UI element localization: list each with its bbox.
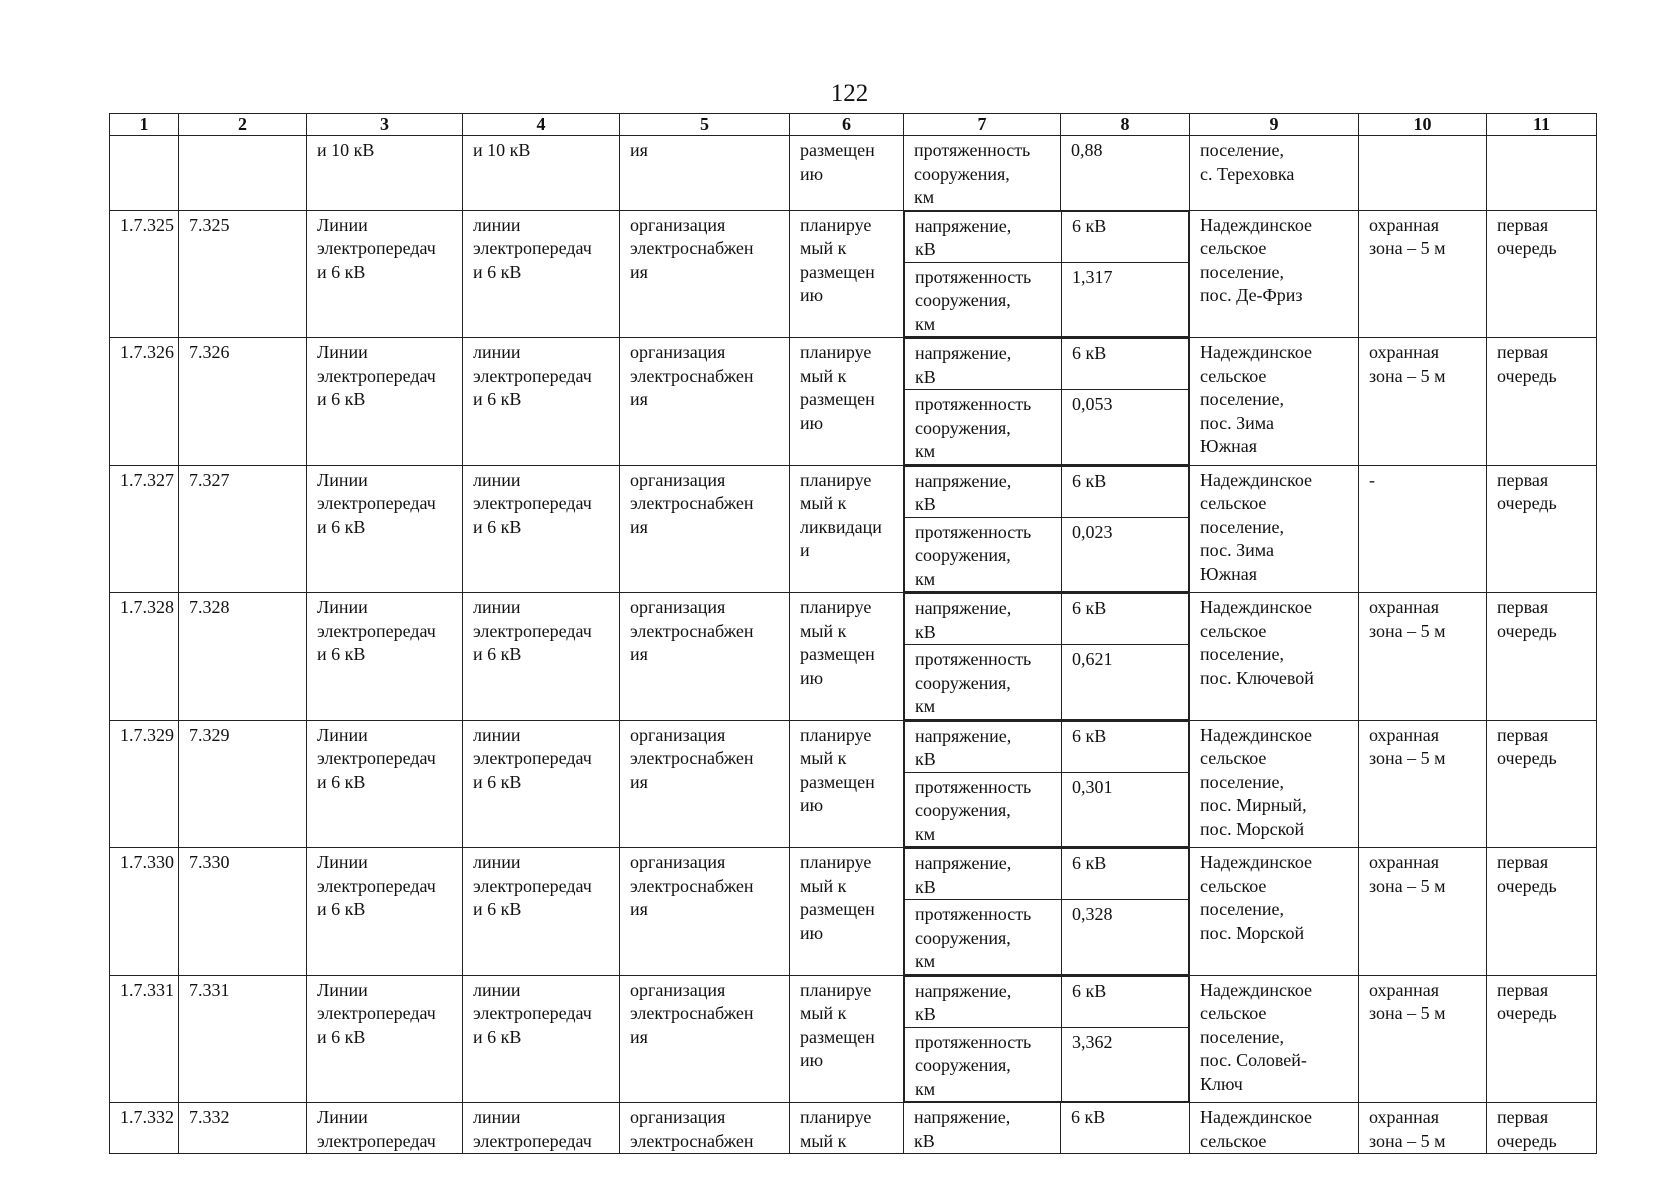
cell-code: 7.332 bbox=[179, 1103, 307, 1154]
cell-purpose: организация электроснабжен ия bbox=[620, 720, 790, 848]
cell-parameters bbox=[904, 338, 1190, 466]
table-row bbox=[110, 210, 1597, 338]
cell-purpose: организация электроснабжен ия bbox=[620, 975, 790, 1103]
cell-location: Надеждинское сельское поселение, пос. Де-Фриз bbox=[1190, 210, 1359, 338]
header-cell: 10 bbox=[1359, 114, 1487, 136]
parameter-row bbox=[905, 262, 1189, 337]
cell-parameters bbox=[904, 975, 1190, 1103]
cell-zone: охранная зона – 5 м bbox=[1359, 338, 1487, 466]
cell-value: 6 кВ bbox=[1061, 1103, 1190, 1154]
parameter-subtable bbox=[904, 976, 1189, 1103]
table-row bbox=[110, 338, 1597, 466]
cell-status: планируе мый к размещен ию bbox=[790, 593, 904, 721]
cell-stage bbox=[1487, 136, 1597, 211]
cell-code: 7.327 bbox=[179, 465, 307, 593]
parameter-label: напряжение, кВ bbox=[905, 466, 1062, 517]
cell-parameters bbox=[904, 465, 1190, 593]
cell-status: планируе мый к bbox=[790, 1103, 904, 1154]
cell-stage: первая очередь bbox=[1487, 848, 1597, 976]
cell-number: 1.7.326 bbox=[110, 338, 179, 466]
parameter-row bbox=[905, 772, 1189, 847]
parameter-value: 6 кВ bbox=[1062, 849, 1189, 900]
parameter-label: напряжение, кВ bbox=[905, 594, 1062, 645]
table-row bbox=[110, 593, 1597, 721]
parameter-row bbox=[905, 517, 1189, 592]
header-cell: 7 bbox=[904, 114, 1061, 136]
cell-status: планируе мый к размещен ию bbox=[790, 848, 904, 976]
cell-number: 1.7.329 bbox=[110, 720, 179, 848]
cell-parameters bbox=[904, 593, 1190, 721]
header-cell: 4 bbox=[463, 114, 620, 136]
cell-type: линии электропередач и 6 кВ bbox=[463, 465, 620, 593]
parameter-row bbox=[905, 211, 1189, 262]
parameter-label: протяженность сооружения, км bbox=[905, 262, 1062, 337]
cell-purpose: ия bbox=[620, 136, 790, 211]
parameter-subtable bbox=[904, 211, 1189, 338]
parameter-label: протяженность сооружения, км bbox=[905, 390, 1062, 465]
cell-code: 7.326 bbox=[179, 338, 307, 466]
cell-type: линии электропередач и 6 кВ bbox=[463, 593, 620, 721]
parameter-label: протяженность сооружения, км bbox=[905, 1027, 1062, 1102]
cell-zone bbox=[1359, 136, 1487, 211]
cell-number bbox=[110, 136, 179, 211]
parameter-row bbox=[905, 645, 1189, 720]
parameter-subtable bbox=[904, 848, 1189, 975]
parameter-value: 6 кВ bbox=[1062, 211, 1189, 262]
parameter-label: напряжение, кВ bbox=[905, 339, 1062, 390]
cell-zone: охранная зона – 5 м bbox=[1359, 720, 1487, 848]
cell-location: Надеждинское сельское bbox=[1190, 1103, 1359, 1154]
parameter-label: напряжение, кВ bbox=[905, 976, 1062, 1027]
cell-zone: охранная зона – 5 м bbox=[1359, 593, 1487, 721]
header-cell: 1 bbox=[110, 114, 179, 136]
cell-code: 7.331 bbox=[179, 975, 307, 1103]
cell-name: Линии электропередач bbox=[307, 1103, 463, 1154]
cell-stage: первая очередь bbox=[1487, 465, 1597, 593]
cell-code: 7.328 bbox=[179, 593, 307, 721]
cell-location: Надеждинское сельское поселение, пос. Мирный, пос. Морской bbox=[1190, 720, 1359, 848]
table-row bbox=[110, 975, 1597, 1103]
cell-location: Надеждинское сельское поселение, пос. Соловей- Ключ bbox=[1190, 975, 1359, 1103]
cell-status: размещен ию bbox=[790, 136, 904, 211]
cell-zone: охранная зона – 5 м bbox=[1359, 1103, 1487, 1154]
cell-purpose: организация электроснабжен ия bbox=[620, 210, 790, 338]
cell-name: Линии электропередач и 6 кВ bbox=[307, 975, 463, 1103]
cell-stage: первая очередь bbox=[1487, 593, 1597, 721]
cell-name: Линии электропередач и 6 кВ bbox=[307, 593, 463, 721]
cell-name: Линии электропередач и 6 кВ bbox=[307, 338, 463, 466]
cell-purpose: организация электроснабжен ия bbox=[620, 593, 790, 721]
parameter-value: 3,362 bbox=[1062, 1027, 1189, 1102]
table-row bbox=[110, 465, 1597, 593]
cell-stage: первая очередь bbox=[1487, 338, 1597, 466]
cell-number: 1.7.330 bbox=[110, 848, 179, 976]
cell-zone: охранная зона – 5 м bbox=[1359, 975, 1487, 1103]
cell-status: планируе мый к размещен ию bbox=[790, 338, 904, 466]
parameter-row bbox=[905, 1027, 1189, 1102]
parameter-value: 6 кВ bbox=[1062, 339, 1189, 390]
document-table bbox=[109, 113, 1597, 1154]
parameter-label: протяженность сооружения, км bbox=[905, 517, 1062, 592]
cell-number: 1.7.332 bbox=[110, 1103, 179, 1154]
parameter-value: 6 кВ bbox=[1062, 721, 1189, 772]
cell-type: линии электропередач и 6 кВ bbox=[463, 975, 620, 1103]
cell-location: Надеждинское сельское поселение, пос. Ключевой bbox=[1190, 593, 1359, 721]
cell-purpose: организация электроснабжен ия bbox=[620, 465, 790, 593]
cell-status: планируе мый к размещен ию bbox=[790, 975, 904, 1103]
cell-stage: первая очередь bbox=[1487, 720, 1597, 848]
cell-location: Надеждинское сельское поселение, пос. Зима Южная bbox=[1190, 465, 1359, 593]
parameter-row bbox=[905, 594, 1189, 645]
parameter-subtable bbox=[904, 721, 1189, 848]
cell-zone: - bbox=[1359, 465, 1487, 593]
cell-type: и 10 кВ bbox=[463, 136, 620, 211]
cell-zone: охранная зона – 5 м bbox=[1359, 848, 1487, 976]
cell-type: линии электропередач и 6 кВ bbox=[463, 720, 620, 848]
parameter-value: 0,023 bbox=[1062, 517, 1189, 592]
cell-value: 0,88 bbox=[1061, 136, 1190, 211]
parameter-row bbox=[905, 721, 1189, 772]
parameter-row bbox=[905, 849, 1189, 900]
cell-location: Надеждинское сельское поселение, пос. Зима Южная bbox=[1190, 338, 1359, 466]
cell-code: 7.325 bbox=[179, 210, 307, 338]
cell-parameters bbox=[904, 210, 1190, 338]
parameter-row bbox=[905, 976, 1189, 1027]
cell-number: 1.7.328 bbox=[110, 593, 179, 721]
cell-code: 7.330 bbox=[179, 848, 307, 976]
header-cell: 11 bbox=[1487, 114, 1597, 136]
cell-number: 1.7.325 bbox=[110, 210, 179, 338]
header-row bbox=[110, 114, 1597, 136]
parameter-value: 1,317 bbox=[1062, 262, 1189, 337]
table-row bbox=[110, 848, 1597, 976]
cell-name: Линии электропередач и 6 кВ bbox=[307, 465, 463, 593]
cell-parameters bbox=[904, 848, 1190, 976]
cell-zone: охранная зона – 5 м bbox=[1359, 210, 1487, 338]
cell-name: Линии электропередач и 6 кВ bbox=[307, 210, 463, 338]
cell-code: 7.329 bbox=[179, 720, 307, 848]
parameter-value: 6 кВ bbox=[1062, 594, 1189, 645]
header-cell: 6 bbox=[790, 114, 904, 136]
parameter-subtable bbox=[904, 338, 1189, 465]
parameter-row bbox=[905, 900, 1189, 975]
cell-name: Линии электропередач и 6 кВ bbox=[307, 848, 463, 976]
parameter-label: напряжение, кВ bbox=[905, 849, 1062, 900]
cell-parameter: протяженность сооружения, км bbox=[904, 136, 1061, 211]
parameter-subtable bbox=[904, 466, 1189, 593]
cell-purpose: организация электроснабжен ия bbox=[620, 338, 790, 466]
cell-stage: первая очередь bbox=[1487, 975, 1597, 1103]
cell-parameter: напряжение, кВ bbox=[904, 1103, 1061, 1154]
cell-purpose: организация электроснабжен ия bbox=[620, 848, 790, 976]
cell-type: линии электропередач bbox=[463, 1103, 620, 1154]
cell-name: Линии электропередач и 6 кВ bbox=[307, 720, 463, 848]
parameter-value: 0,328 bbox=[1062, 900, 1189, 975]
cell-purpose: организация электроснабжен bbox=[620, 1103, 790, 1154]
parameter-value: 6 кВ bbox=[1062, 466, 1189, 517]
cell-type: линии электропередач и 6 кВ bbox=[463, 210, 620, 338]
cell-parameters bbox=[904, 720, 1190, 848]
header-cell: 8 bbox=[1061, 114, 1190, 136]
continuation-row bbox=[110, 136, 1597, 211]
parameter-subtable bbox=[904, 593, 1189, 720]
page-number: 122 bbox=[830, 80, 869, 107]
parameter-value: 6 кВ bbox=[1062, 976, 1189, 1027]
cell-status: планируе мый к размещен ию bbox=[790, 720, 904, 848]
cell-location: Надеждинское сельское поселение, пос. Морской bbox=[1190, 848, 1359, 976]
parameter-label: напряжение, кВ bbox=[905, 721, 1062, 772]
header-cell: 3 bbox=[307, 114, 463, 136]
parameter-value: 0,301 bbox=[1062, 772, 1189, 847]
header-cell: 2 bbox=[179, 114, 307, 136]
table-row-partial bbox=[110, 1103, 1597, 1154]
parameter-row bbox=[905, 390, 1189, 465]
cell-type: линии электропередач и 6 кВ bbox=[463, 338, 620, 466]
cell-type: линии электропередач и 6 кВ bbox=[463, 848, 620, 976]
cell-status: планируе мый к ликвидаци и bbox=[790, 465, 904, 593]
parameter-value: 0,621 bbox=[1062, 645, 1189, 720]
cell-name: и 10 кВ bbox=[307, 136, 463, 211]
table-row bbox=[110, 720, 1597, 848]
cell-stage: первая очередь bbox=[1487, 210, 1597, 338]
parameter-row bbox=[905, 339, 1189, 390]
cell-number: 1.7.327 bbox=[110, 465, 179, 593]
parameter-row bbox=[905, 466, 1189, 517]
parameter-label: протяженность сооружения, км bbox=[905, 772, 1062, 847]
cell-location: поселение, с. Тереховка bbox=[1190, 136, 1359, 211]
cell-number: 1.7.331 bbox=[110, 975, 179, 1103]
cell-status: планируе мый к размещен ию bbox=[790, 210, 904, 338]
parameter-value: 0,053 bbox=[1062, 390, 1189, 465]
header-cell: 9 bbox=[1190, 114, 1359, 136]
parameter-label: протяженность сооружения, км bbox=[905, 900, 1062, 975]
cell-stage: первая очередь bbox=[1487, 1103, 1597, 1154]
parameter-label: напряжение, кВ bbox=[905, 211, 1062, 262]
header-cell: 5 bbox=[620, 114, 790, 136]
cell-code bbox=[179, 136, 307, 211]
parameter-label: протяженность сооружения, км bbox=[905, 645, 1062, 720]
